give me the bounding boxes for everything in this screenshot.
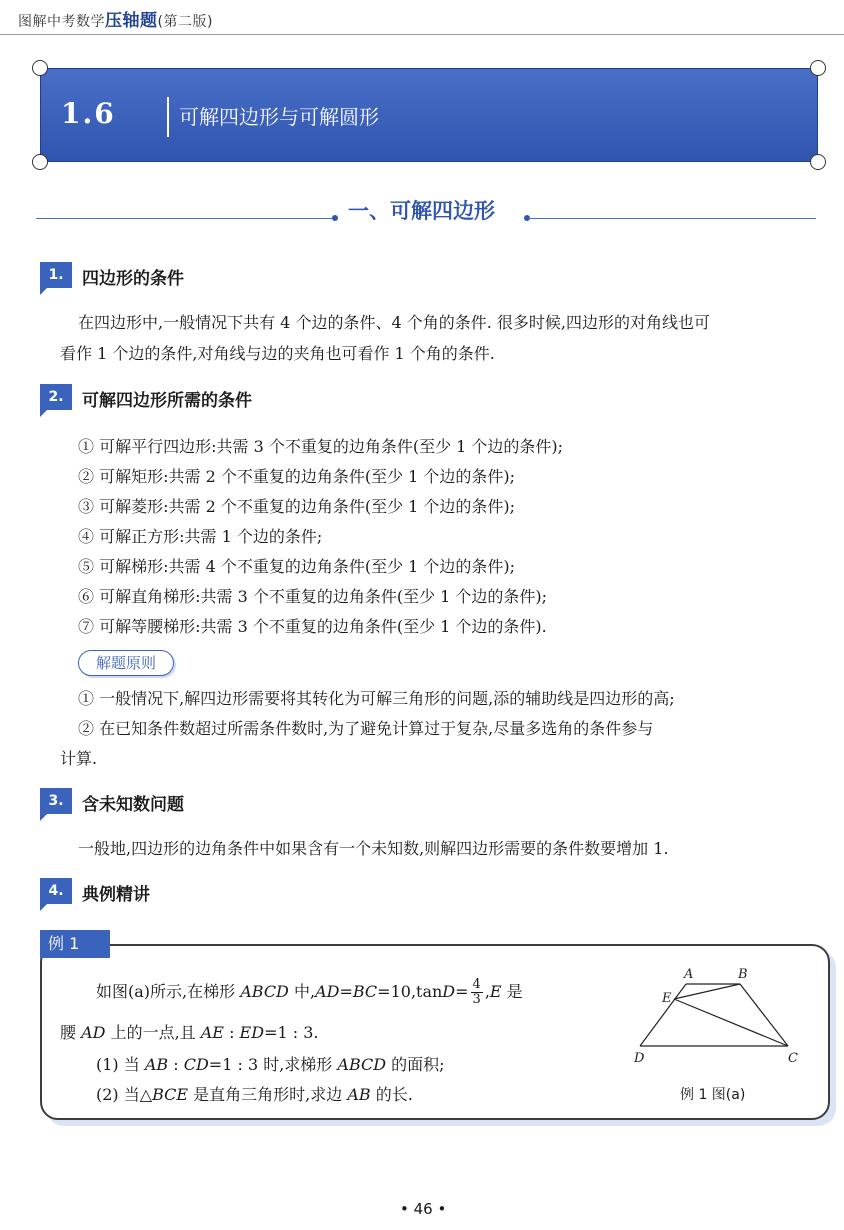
subsection-title: 四边形的条件 <box>82 269 184 289</box>
subsection-title: 可解四边形所需的条件 <box>82 391 252 411</box>
label-e: E <box>662 991 672 1006</box>
book-title-bold: 压轴题 <box>105 11 158 31</box>
list-item: ② 可解矩形:共需 2 个不重复的边角条件(至少 1 个边的条件); <box>78 467 516 486</box>
page-number: • 46 • <box>400 1200 447 1218</box>
example-question-2: (2) 当△BCE 是直角三角形时,求边 AB 的长. <box>96 1085 413 1104</box>
paragraph: 一般地,四边形的边角条件中如果含有一个未知数,则解四边形需要的条件数要增加 1. <box>78 839 669 858</box>
subsection-number: 4. <box>40 878 72 904</box>
principle-item: 计算. <box>60 749 98 768</box>
section-heading <box>0 195 844 225</box>
label-c: C <box>788 1051 798 1066</box>
fraction: $\frac{4}{3}$ <box>472 977 481 1007</box>
list-item: ③ 可解菱形:共需 2 个不重复的边角条件(至少 1 个边的条件); <box>78 497 516 516</box>
header-divider <box>0 34 844 35</box>
principle-badge: 解题原则 <box>78 650 174 676</box>
subsection-number: 3. <box>40 788 72 814</box>
chapter-title: 可解四边形与可解圆形 <box>179 105 379 129</box>
subsection-title: 典例精讲 <box>82 885 150 905</box>
chapter-number: 1.6 <box>61 97 116 130</box>
list-item: ④ 可解正方形:共需 1 个边的条件; <box>78 527 323 546</box>
trapezoid-figure <box>628 962 808 1072</box>
example-line-1: 如图(a)所示,在梯形 ABCD 中,AD=BC=10,tanD= $\frac{4}{3}$ ,E 是 <box>96 977 523 1007</box>
chapter-banner <box>40 68 818 162</box>
corner-circle <box>810 154 826 170</box>
figure-caption: 例 1 图(a) <box>680 1087 746 1103</box>
subsection-title: 含未知数问题 <box>82 795 184 815</box>
corner-circle <box>810 60 826 76</box>
list-item: ① 可解平行四边形:共需 3 个不重复的边角条件(至少 1 个边的条件); <box>78 437 564 456</box>
book-title-prefix: 图解中考数学 <box>18 14 105 30</box>
paragraph: 在四边形中,一般情况下共有 4 个边的条件、4 个角的条件. 很多时候,四边形的对角线也可 <box>78 313 710 332</box>
example-line-2: 腰 AD 上的一点,且 AE : ED=1 : 3. <box>60 1023 319 1042</box>
banner-separator <box>167 97 169 137</box>
subsection-number: 1. <box>40 262 72 288</box>
heading-rule-left <box>36 218 334 219</box>
example-tag: 例 1 <box>40 930 110 958</box>
corner-circle <box>32 154 48 170</box>
segment-ec <box>674 999 788 1046</box>
heading-dot <box>332 215 338 221</box>
paragraph: 看作 1 个边的条件,对角线与边的夹角也可看作 1 个角的条件. <box>60 344 495 363</box>
list-item: ⑤ 可解梯形:共需 4 个不重复的边角条件(至少 1 个边的条件); <box>78 557 516 576</box>
subsection-number: 2. <box>40 384 72 410</box>
example-question-1: (1) 当 AB : CD=1 : 3 时,求梯形 ABCD 的面积; <box>96 1055 445 1074</box>
label-a: A <box>684 967 694 982</box>
principle-item: ① 一般情况下,解四边形需要将其转化为可解三角形的问题,添的辅助线是四边形的高; <box>78 689 675 708</box>
principle-item: ② 在已知条件数超过所需条件数时,为了避免计算过于复杂,尽量多选角的条件参与 <box>78 719 654 738</box>
section-title: 一、可解四边形 <box>348 199 495 223</box>
list-item: ⑦ 可解等腰梯形:共需 3 个不重复的边角条件(至少 1 个边的条件). <box>78 617 547 636</box>
label-b: B <box>738 967 748 982</box>
book-edition: (第二版) <box>157 14 213 30</box>
book-header <box>18 6 213 31</box>
heading-rule-right <box>528 218 816 219</box>
corner-circle <box>32 60 48 76</box>
label-d: D <box>634 1051 645 1066</box>
list-item: ⑥ 可解直角梯形:共需 3 个不重复的边角条件(至少 1 个边的条件); <box>78 587 548 606</box>
